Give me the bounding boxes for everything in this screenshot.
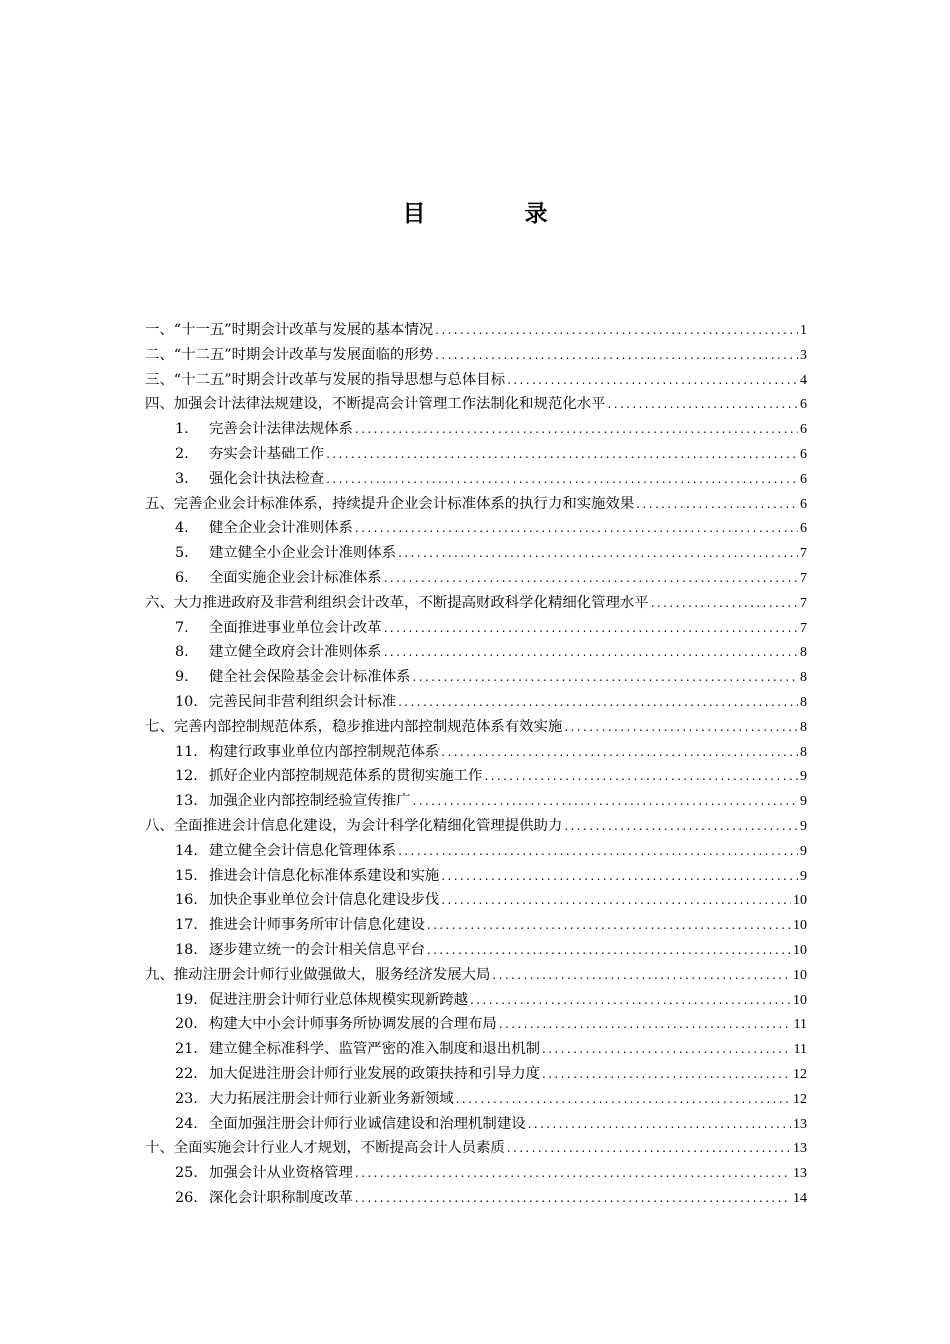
toc-page-number: 10: [793, 942, 807, 958]
toc-dot-leader: [470, 988, 791, 1013]
toc-subsection-entry[interactable]: [145, 566, 807, 591]
toc-entry-label: 加快企事业单位会计信息化建设步伐: [209, 892, 440, 909]
toc-entry-number: 9.: [175, 669, 189, 686]
toc-entry-label: 推进会计信息化标准体系建设和实施: [209, 867, 440, 884]
toc-page-number: 9: [800, 868, 807, 884]
toc-entry-number: 26.: [175, 1189, 198, 1206]
toc-page-number: 7: [800, 595, 807, 611]
toc-entry-number: 12.: [175, 768, 198, 785]
toc-entry-number: 11.: [175, 743, 198, 760]
toc-dot-leader: [412, 665, 798, 690]
toc-dot-leader: [456, 1087, 791, 1112]
toc-entry-label: 抓好企业内部控制规范体系的贯彻实施工作: [209, 768, 483, 785]
toc-dot-leader: [441, 864, 798, 889]
toc-entry-label: 健全企业会计准则体系: [209, 520, 353, 537]
toc-entry-label: 三、“十二五”时期会计改革与发展的指导思想与总体目标: [145, 371, 506, 388]
toc-dot-leader: [484, 764, 798, 789]
toc-entry-number: 16.: [175, 892, 198, 909]
toc-entry-number: 17.: [175, 917, 198, 934]
toc-dot-leader: [398, 839, 798, 864]
toc-entry-number: 4.: [175, 520, 189, 537]
toc-entry-label: 九、推动注册会计师行业做强做大，服务经济发展大局: [145, 966, 491, 983]
toc-entry-label: 深化会计职称制度改革: [209, 1189, 353, 1206]
toc-dot-leader: [412, 789, 798, 814]
toc-subsection-entry[interactable]: [145, 541, 807, 566]
toc-subsection-entry[interactable]: [145, 690, 807, 715]
toc-entry-number: 1.: [175, 421, 189, 438]
toc-entry-number: 5.: [175, 545, 189, 562]
toc-page-number: 6: [800, 471, 807, 487]
table-of-contents: [145, 318, 807, 1211]
toc-page-number: 6: [800, 496, 807, 512]
toc-dot-leader: [398, 541, 798, 566]
toc-dot-leader: [564, 814, 798, 839]
toc-page-number: 4: [800, 372, 807, 388]
toc-entry-label: 逐步建立统一的会计相关信息平台: [209, 941, 425, 958]
toc-page-number: 8: [800, 670, 807, 686]
toc-entry-number: 15.: [175, 867, 198, 884]
toc-entry-number: 3.: [175, 470, 189, 487]
toc-page-number: 11: [793, 1042, 807, 1058]
toc-entry-number: 22.: [175, 1065, 198, 1082]
toc-dot-leader: [355, 1161, 791, 1186]
toc-page-number: 8: [800, 719, 807, 735]
toc-dot-leader: [427, 913, 791, 938]
toc-entry-label: 促进注册会计师行业总体规模实现新跨越: [209, 991, 469, 1008]
toc-page-number: 10: [793, 992, 807, 1008]
toc-subsection-entry[interactable]: [145, 789, 807, 814]
toc-entry-number: 20.: [175, 1016, 198, 1033]
toc-dot-leader: [528, 1112, 791, 1137]
toc-page-number: 8: [800, 645, 807, 661]
toc-page-number: 10: [793, 918, 807, 934]
toc-subsection-entry[interactable]: [145, 417, 807, 442]
toc-section-entry[interactable]: [145, 715, 807, 740]
toc-entry-label: 推进会计师事务所审计信息化建设: [209, 917, 425, 934]
toc-subsection-entry[interactable]: [145, 1186, 807, 1211]
toc-subsection-entry[interactable]: [145, 1062, 807, 1087]
toc-page-number: 10: [793, 893, 807, 909]
toc-dot-leader: [441, 740, 798, 765]
toc-section-entry[interactable]: [145, 318, 807, 343]
toc-subsection-entry[interactable]: [145, 988, 807, 1013]
toc-entry-label: 全面推进事业单位会计改革: [209, 619, 382, 636]
toc-subsection-entry[interactable]: [145, 888, 807, 913]
toc-dot-leader: [326, 467, 798, 492]
toc-section-entry[interactable]: [145, 492, 807, 517]
toc-dot-leader: [427, 938, 791, 963]
toc-subsection-entry[interactable]: [145, 665, 807, 690]
toc-dot-leader: [384, 566, 798, 591]
toc-dot-leader: [355, 1186, 791, 1211]
toc-subsection-entry[interactable]: [145, 616, 807, 641]
toc-entry-number: 2.: [175, 445, 189, 462]
toc-page-number: 13: [793, 1166, 807, 1182]
page-title: 目 录: [402, 201, 586, 227]
toc-entry-label: 健全社会保险基金会计标准体系: [209, 669, 411, 686]
toc-entry-label: 四、加强会计法律法规建设，不断提高会计管理工作法制化和规范化水平: [145, 396, 606, 413]
toc-subsection-entry[interactable]: [145, 1037, 807, 1062]
toc-entry-number: 13.: [175, 793, 198, 810]
toc-entry-label: 构建大中小会计师事务所协调发展的合理布局: [209, 1016, 497, 1033]
toc-page-number: 3: [800, 347, 807, 363]
toc-entry-label: 七、完善内部控制规范体系，稳步推进内部控制规范体系有效实施: [145, 718, 563, 735]
toc-entry-label: 全面实施企业会计标准体系: [209, 569, 382, 586]
toc-subsection-entry[interactable]: [145, 938, 807, 963]
toc-dot-leader: [398, 690, 798, 715]
toc-page-number: 9: [800, 794, 807, 810]
toc-dot-leader: [542, 1062, 791, 1087]
toc-entry-label: 夯实会计基础工作: [209, 445, 325, 462]
toc-subsection-entry[interactable]: [145, 442, 807, 467]
toc-dot-leader: [441, 888, 791, 913]
toc-page-number: 8: [800, 694, 807, 710]
toc-dot-leader: [507, 1136, 791, 1161]
toc-page-number: 7: [800, 620, 807, 636]
toc-section-entry[interactable]: [145, 963, 807, 988]
toc-dot-leader: [651, 591, 798, 616]
toc-dot-leader: [499, 1012, 792, 1037]
toc-page-number: 12: [793, 1091, 807, 1107]
toc-entry-number: 21.: [175, 1041, 198, 1058]
toc-page-number: 10: [793, 967, 807, 983]
toc-section-entry[interactable]: [145, 392, 807, 417]
toc-dot-leader: [507, 368, 798, 393]
toc-entry-number: 14.: [175, 842, 198, 859]
toc-entry-label: 五、完善企业会计标准体系，持续提升企业会计标准体系的执行力和实施效果: [145, 495, 635, 512]
toc-entry-number: 24.: [175, 1115, 198, 1132]
toc-subsection-entry[interactable]: [145, 864, 807, 889]
toc-subsection-entry[interactable]: [145, 640, 807, 665]
toc-section-entry[interactable]: [145, 368, 807, 393]
toc-entry-label: 建立健全小企业会计准则体系: [209, 545, 397, 562]
toc-entry-label: 八、全面推进会计信息化建设，为会计科学化精细化管理提供助力: [145, 817, 563, 834]
toc-page-number: 12: [793, 1066, 807, 1082]
toc-dot-leader: [355, 417, 798, 442]
toc-entry-label: 建立健全政府会计准则体系: [209, 644, 382, 661]
toc-dot-leader: [326, 442, 798, 467]
toc-page-number: 6: [800, 446, 807, 462]
toc-dot-leader: [435, 343, 798, 368]
toc-dot-leader: [608, 392, 798, 417]
toc-entry-label: 全面加强注册会计师行业诚信建设和治理机制建设: [209, 1115, 526, 1132]
toc-entry-number: 25.: [175, 1165, 198, 1182]
toc-subsection-entry[interactable]: [145, 740, 807, 765]
toc-entry-label: 加大促进注册会计师行业发展的政策扶持和引导力度: [209, 1065, 540, 1082]
toc-dot-leader: [384, 640, 798, 665]
toc-section-entry[interactable]: [145, 814, 807, 839]
toc-page-number: 11: [793, 1017, 807, 1033]
toc-page-number: 8: [800, 744, 807, 760]
toc-entry-number: 19.: [175, 991, 198, 1008]
toc-section-entry[interactable]: [145, 1136, 807, 1161]
toc-dot-leader: [492, 963, 791, 988]
toc-page-number: 6: [800, 397, 807, 413]
toc-page-number: 7: [800, 546, 807, 562]
toc-entry-label: 二、“十二五”时期会计改革与发展面临的形势: [145, 346, 434, 363]
toc-entry-label: 完善民间非营利组织会计标准: [209, 693, 397, 710]
toc-dot-leader: [636, 492, 798, 517]
toc-page-number: 9: [800, 818, 807, 834]
toc-entry-label: 强化会计执法检查: [209, 470, 325, 487]
toc-page-number: 6: [800, 521, 807, 537]
toc-subsection-entry[interactable]: [145, 1112, 807, 1137]
toc-entry-label: 建立健全会计信息化管理体系: [209, 842, 397, 859]
toc-subsection-entry[interactable]: [145, 839, 807, 864]
toc-subsection-entry[interactable]: [145, 1161, 807, 1186]
toc-page-number: 14: [793, 1190, 807, 1206]
toc-subsection-entry[interactable]: [145, 1012, 807, 1037]
toc-entry-label: 六、大力推进政府及非营利组织会计改革，不断提高财政科学化精细化管理水平: [145, 594, 649, 611]
toc-entry-label: 大力拓展注册会计师行业新业务新领域: [209, 1090, 454, 1107]
toc-entry-label: 一、“十一五”时期会计改革与发展的基本情况: [145, 322, 434, 338]
toc-page-number: 13: [793, 1141, 807, 1157]
toc-entry-number: 8.: [175, 644, 189, 661]
toc-subsection-entry[interactable]: [145, 1087, 807, 1112]
toc-entry-label: 完善会计法律法规体系: [209, 421, 353, 438]
toc-subsection-entry[interactable]: [145, 913, 807, 938]
toc-page-number: 9: [800, 769, 807, 785]
toc-subsection-entry[interactable]: [145, 467, 807, 492]
toc-page-number: 6: [800, 422, 807, 438]
toc-dot-leader: [564, 715, 798, 740]
toc-entry-label: 十、全面实施会计行业人才规划，不断提高会计人员素质: [145, 1140, 505, 1157]
toc-dot-leader: [355, 516, 798, 541]
toc-dot-leader: [435, 318, 798, 343]
toc-page-number: 1: [800, 323, 807, 338]
toc-entry-label: 建立健全标准科学、监管严密的准入制度和退出机制: [209, 1041, 540, 1058]
toc-entry-label: 加强企业内部控制经验宣传推广: [209, 793, 411, 810]
toc-entry-number: 18.: [175, 941, 198, 958]
toc-section-entry[interactable]: [145, 591, 807, 616]
toc-page-number: 13: [793, 1116, 807, 1132]
toc-subsection-entry[interactable]: [145, 764, 807, 789]
toc-entry-number: 7.: [175, 619, 189, 636]
toc-entry-number: 10.: [175, 693, 198, 710]
toc-entry-label: 构建行政事业单位内部控制规范体系: [209, 743, 440, 760]
toc-page-number: 9: [800, 843, 807, 859]
toc-dot-leader: [542, 1037, 792, 1062]
toc-dot-leader: [384, 616, 798, 641]
toc-entry-number: 6.: [175, 569, 189, 586]
toc-section-entry[interactable]: [145, 343, 807, 368]
toc-subsection-entry[interactable]: [145, 516, 807, 541]
toc-entry-number: 23.: [175, 1090, 198, 1107]
toc-page-number: 7: [800, 570, 807, 586]
toc-entry-label: 加强会计从业资格管理: [209, 1165, 353, 1182]
